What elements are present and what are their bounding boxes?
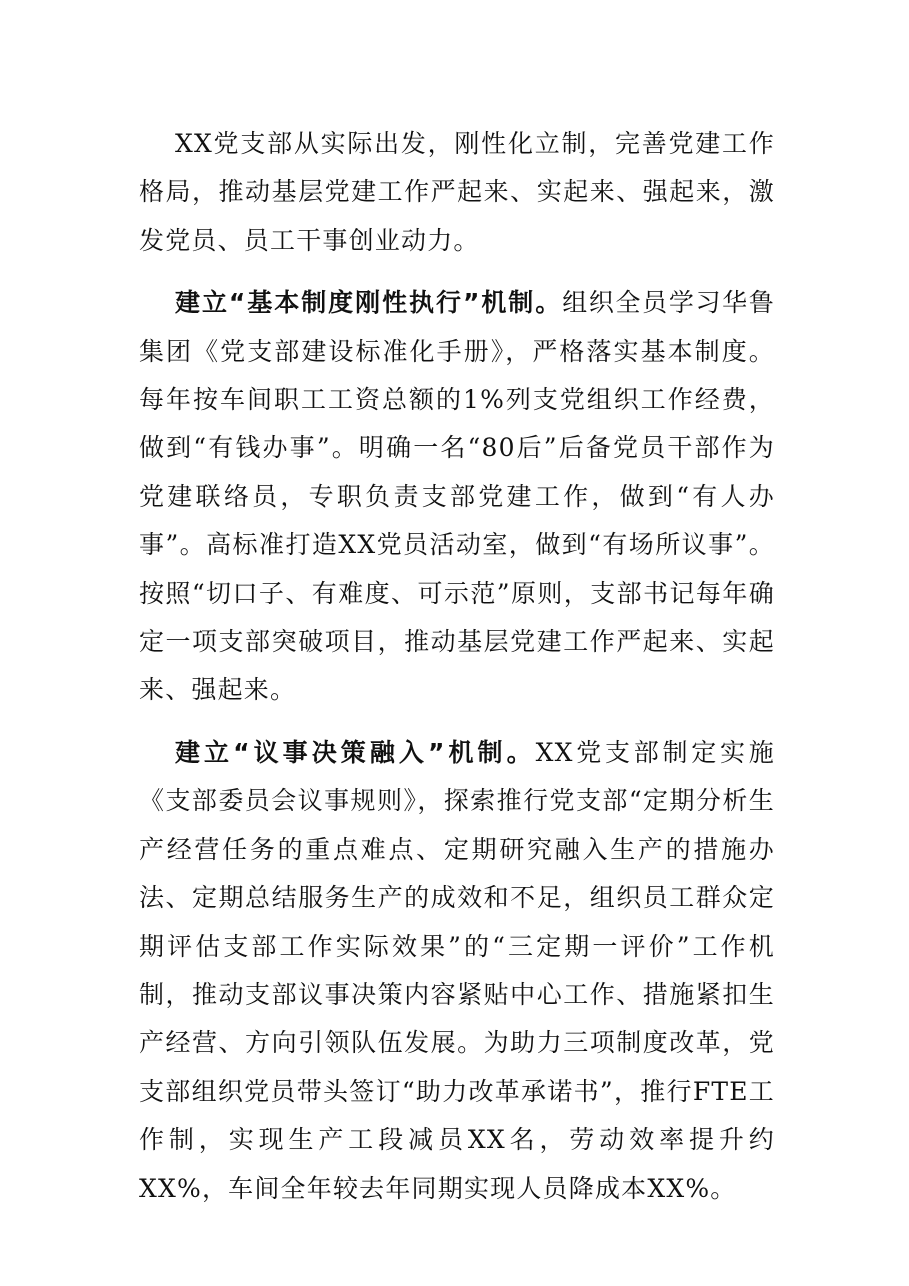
- paragraph-body-text: 组织全员学习华鲁集团《党支部建设标准化手册》，严格落实基本制度。每年按车间职工工资总额的1%列支党组织工作经费，做到“有钱办事”。明确一名“80后”后备党员干部作为党建联络员，专职负责支部党建工作，做到“有人办事”。高标准打造XX党员活动室，做到“有场所议事”。按照“切口子、有难度、可示范”原则，支部书记每年确定一项支部突破项目，推动基层党建工作严起来、实起来、强起来。: [139, 288, 775, 705]
- paragraph-basic-system-mechanism: [139, 279, 775, 715]
- paragraph-decision-mechanism: [139, 729, 775, 1213]
- document-body: [139, 120, 775, 1227]
- paragraph-heading: 建立“议事决策融入”机制。: [175, 737, 536, 767]
- paragraph-body-text: XX党支部制定实施《支部委员会议事规则》，探索推行党支部“定期分析生产经营任务的重点难点、定期研究融入生产的措施办法、定期总结服务生产的成效和不足，组织员工群众定期评估支部工作实际效果”的“三定期一评价”工作机制，推动支部议事决策内容紧贴中心工作、措施紧扣生产经营、方向引领队伍发展。为助力三项制度改革，党支部组织党员带头签订“助力改革承诺书”，推行FTE工作制，实现生产工段减员XX名，劳动效率提升约XX%，车间全年较去年同期实现人员降成本XX%。: [139, 737, 775, 1203]
- paragraph-intro-text: XX党支部从实际出发，刚性化立制，完善党建工作格局，推动基层党建工作严起来、实起来、强起来，激发党员、员工干事创业动力。: [139, 129, 775, 255]
- paragraph-heading: 建立“基本制度刚性执行”机制。: [175, 288, 563, 318]
- paragraph-intro: [139, 120, 775, 265]
